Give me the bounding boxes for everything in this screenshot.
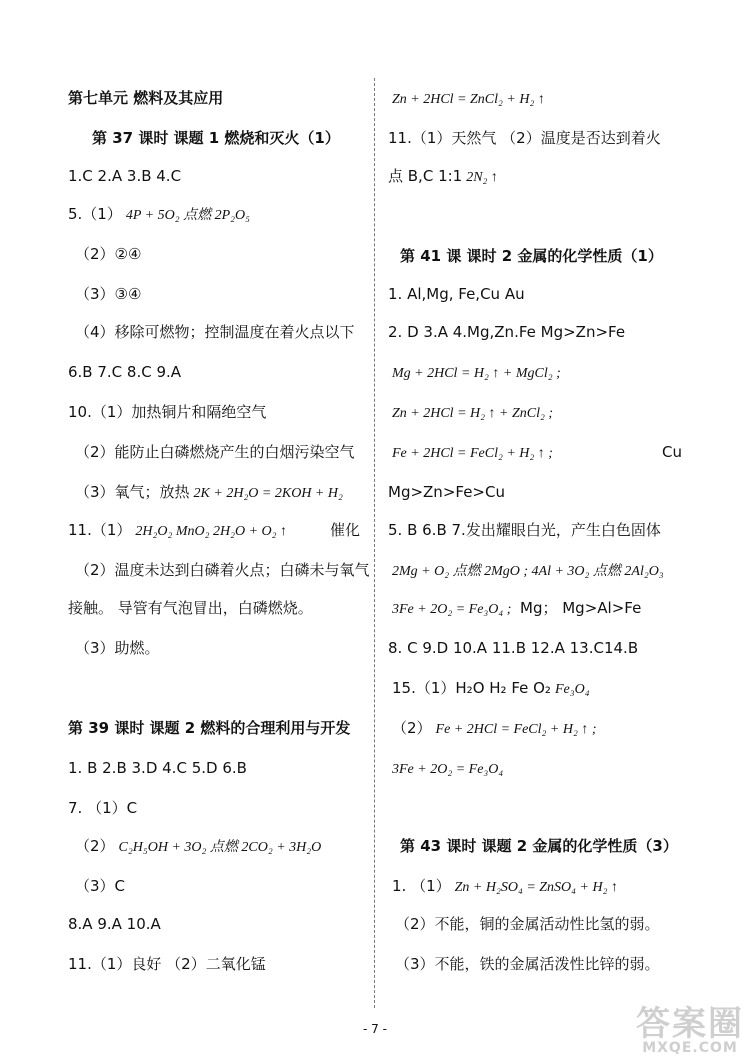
line-text: 10.（1）加热铜片和隔绝空气 xyxy=(68,403,267,421)
right-line-2 xyxy=(388,128,661,148)
line-text: 1. B 2.B 3.D 4.C 5.D 6.B xyxy=(68,759,247,777)
line-text: Mg>Zn>Fe>Cu xyxy=(388,483,505,501)
right-line-5 xyxy=(388,284,525,304)
line-text: 第 39 课时 课题 2 燃料的合理利用与开发 xyxy=(68,719,351,737)
line-text: 11.（1）良好 （2）二氧化锰 xyxy=(68,955,266,973)
left-line-18 xyxy=(68,798,137,818)
left-line-21 xyxy=(68,914,161,934)
right-line-7 xyxy=(392,362,561,384)
watermark-url: MXQE.COM xyxy=(642,1040,738,1056)
line-trailing-text: 催化 xyxy=(330,521,361,539)
line-text: 15.（1）H₂O H₂ Fe O₂ xyxy=(392,679,551,697)
chemical-equation: 2K + 2H₂O = 2KOH + H₂ xyxy=(193,486,343,501)
watermark-text: 答案圈 xyxy=(636,1004,744,1044)
right-line-13 xyxy=(392,598,511,620)
chemical-equation: 3Fe + 2O₂ = Fe₃O₄ xyxy=(392,762,504,777)
left-line-1 xyxy=(68,88,223,108)
left-line-20 xyxy=(75,876,125,896)
right-line-8 xyxy=(392,402,553,424)
left-line-12 xyxy=(68,520,287,542)
chemical-equation: Fe + 2HCl = FeCl₂ + H₂ ↑ ; xyxy=(392,446,553,461)
line-text: 点 B,C 1:1 xyxy=(388,167,463,185)
line-text: （4）移除可燃物；控制温度在着火点以下 xyxy=(75,323,355,341)
line-text: （2） xyxy=(75,837,115,855)
left-line-2 xyxy=(92,128,340,148)
right-line-21 xyxy=(395,954,660,974)
column-divider xyxy=(374,78,375,1008)
chemical-equation: Zn + 2HCl = H₂ ↑ + ZnCl₂ ; xyxy=(392,406,553,421)
line-text: 第七单元 燃料及其应用 xyxy=(68,89,224,107)
right-line-4 xyxy=(400,246,663,266)
chemical-equation: Fe + 2HCl = FeCl₂ + H₂ ↑ ; xyxy=(435,722,597,737)
page-number: - 7 - xyxy=(363,1022,387,1036)
right-line-1 xyxy=(392,88,545,110)
right-line-15 xyxy=(392,678,590,700)
line-text: （2）不能，铜的金属活动性比氢的弱。 xyxy=(395,915,660,933)
line-text: 第 41 课 课时 2 金属的化学性质（1） xyxy=(400,247,663,265)
right-line-12 xyxy=(392,560,664,582)
left-line-6 xyxy=(75,284,141,304)
chemical-equation: C₂H₅OH + 3O₂ 点燃 2CO₂ + 3H₂O xyxy=(118,840,322,855)
left-line-17 xyxy=(68,758,247,778)
line-trailing-text: Mg； Mg>Al>Fe xyxy=(520,599,642,617)
line-text: 11.（1）天然气 （2）温度是否达到着火 xyxy=(388,129,661,147)
line-text: 第 43 课时 课题 2 金属的化学性质（3） xyxy=(400,837,678,855)
line-trailing-text: Cu xyxy=(662,443,682,461)
line-text: 接触。 导管有气泡冒出，白磷燃烧。 xyxy=(68,599,313,617)
line-text: 8. C 9.D 10.A 11.B 12.A 13.C14.B xyxy=(388,639,639,657)
left-line-19 xyxy=(75,836,321,858)
left-line-11 xyxy=(75,482,343,504)
line-text: 8.A 9.A 10.A xyxy=(68,915,161,933)
chemical-equation: 2H₂O₂ MnO₂ 2H₂O + O₂ ↑ xyxy=(135,524,288,539)
left-line-8 xyxy=(68,362,181,382)
left-line-7 xyxy=(75,322,355,342)
line-text: （3）③④ xyxy=(75,285,142,303)
left-line-13 xyxy=(75,560,370,580)
line-text: 5.（1） xyxy=(68,205,122,223)
right-line-11 xyxy=(388,520,661,540)
line-text: （2） xyxy=(392,719,432,737)
chemical-equation: 2Mg + O₂ 点燃 2MgO ; 4Al + 3O₂ 点燃 2Al₂O₃ xyxy=(392,564,664,579)
right-line-18 xyxy=(400,836,678,856)
line-text: （2）能防止白磷燃烧产生的白烟污染空气 xyxy=(75,443,355,461)
right-line-9 xyxy=(392,442,553,464)
watermark-logo xyxy=(636,1004,744,1056)
line-text: 5. B 6.B 7.发出耀眼白光，产生白色固体 xyxy=(388,521,661,539)
line-text: 1. Al,Mg, Fe,Cu Au xyxy=(388,285,525,303)
right-line-19 xyxy=(392,876,618,898)
left-line-4 xyxy=(68,204,250,226)
line-text: 1. （1） xyxy=(392,877,451,895)
line-text: （3）氧气；放热 xyxy=(75,483,190,501)
right-line-10 xyxy=(388,482,505,502)
left-line-5 xyxy=(75,244,141,264)
line-text: （3）助燃。 xyxy=(75,639,160,657)
left-line-15 xyxy=(75,638,160,658)
right-line-14 xyxy=(388,638,638,658)
line-text: 1.C 2.A 3.B 4.C xyxy=(68,167,182,185)
left-line-10 xyxy=(75,442,355,462)
chemical-equation: Fe₃O₄ xyxy=(554,682,590,697)
line-text: （3）C xyxy=(75,877,126,895)
line-text: 7. （1）C xyxy=(68,799,138,817)
right-line-17 xyxy=(392,758,503,780)
chemical-equation: 2N₂ ↑ xyxy=(466,170,498,185)
right-line-3 xyxy=(388,166,498,188)
line-text: （2）②④ xyxy=(75,245,142,263)
line-text: （2）温度未达到白磷着火点；白磷未与氧气 xyxy=(75,561,370,579)
left-line-16 xyxy=(68,718,350,738)
left-line-3 xyxy=(68,166,181,186)
line-text: 11.（1） xyxy=(68,521,132,539)
chemical-equation: 3Fe + 2O₂ = Fe₃O₄ ; xyxy=(392,602,512,617)
chemical-equation: 4P + 5O₂ 点燃 2P₂O₅ xyxy=(125,208,250,223)
chemical-equation: Mg + 2HCl = H₂ ↑ + MgCl₂ ; xyxy=(392,366,561,381)
line-text: 2. D 3.A 4.Mg,Zn.Fe Mg>Zn>Fe xyxy=(388,323,626,341)
left-line-22 xyxy=(68,954,266,974)
chemical-equation: Zn + H₂SO₄ = ZnSO₄ + H₂ ↑ xyxy=(454,880,618,895)
chemical-equation: Zn + 2HCl = ZnCl₂ + H₂ ↑ xyxy=(392,92,545,107)
right-line-6 xyxy=(388,322,625,342)
left-line-9 xyxy=(68,402,266,422)
right-line-16 xyxy=(392,718,597,740)
line-text: 6.B 7.C 8.C 9.A xyxy=(68,363,182,381)
line-text: （3）不能，铁的金属活泼性比锌的弱。 xyxy=(395,955,660,973)
left-line-14 xyxy=(68,598,313,618)
right-line-20 xyxy=(395,914,660,934)
line-text: 第 37 课时 课题 1 燃烧和灭火（1） xyxy=(92,129,340,147)
